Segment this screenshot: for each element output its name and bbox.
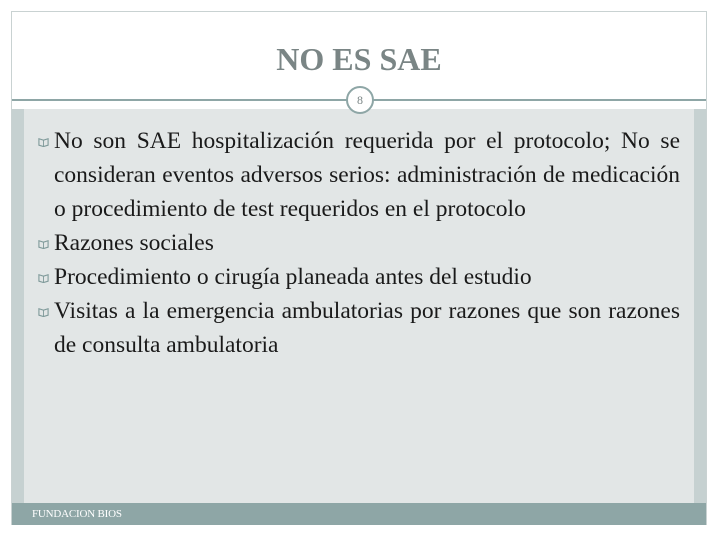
page-number-badge: 8: [346, 86, 374, 114]
right-accent-band: [694, 109, 706, 503]
bullet-item: [38, 124, 680, 226]
bullet-item: [38, 226, 680, 260]
book-bullet-icon: [38, 238, 49, 249]
left-accent-band: [12, 109, 24, 503]
bullet-text: Procedimiento o cirugía planeada antes del estudio: [54, 264, 532, 290]
slide-title: NO ES SAE: [276, 41, 442, 77]
footer-text: FUNDACION BIOS: [32, 508, 122, 520]
book-bullet-icon: [38, 136, 49, 147]
bullet-text: Visitas a la emergencia ambulatorias por razones que son razones de consulta ambulatoria: [54, 298, 680, 358]
bullet-list: [38, 124, 680, 362]
bullet-item: [38, 260, 680, 294]
book-bullet-icon: [38, 306, 49, 317]
bullet-text: No son SAE hospitalización requerida por el protocolo; No se consideran eventos adversos serios: administración de medicación o procedimiento de test requeridos en el protocolo: [54, 128, 680, 222]
book-bullet-icon: [38, 272, 49, 283]
bullet-item: [38, 294, 680, 362]
bullet-text: Razones sociales: [54, 230, 214, 256]
